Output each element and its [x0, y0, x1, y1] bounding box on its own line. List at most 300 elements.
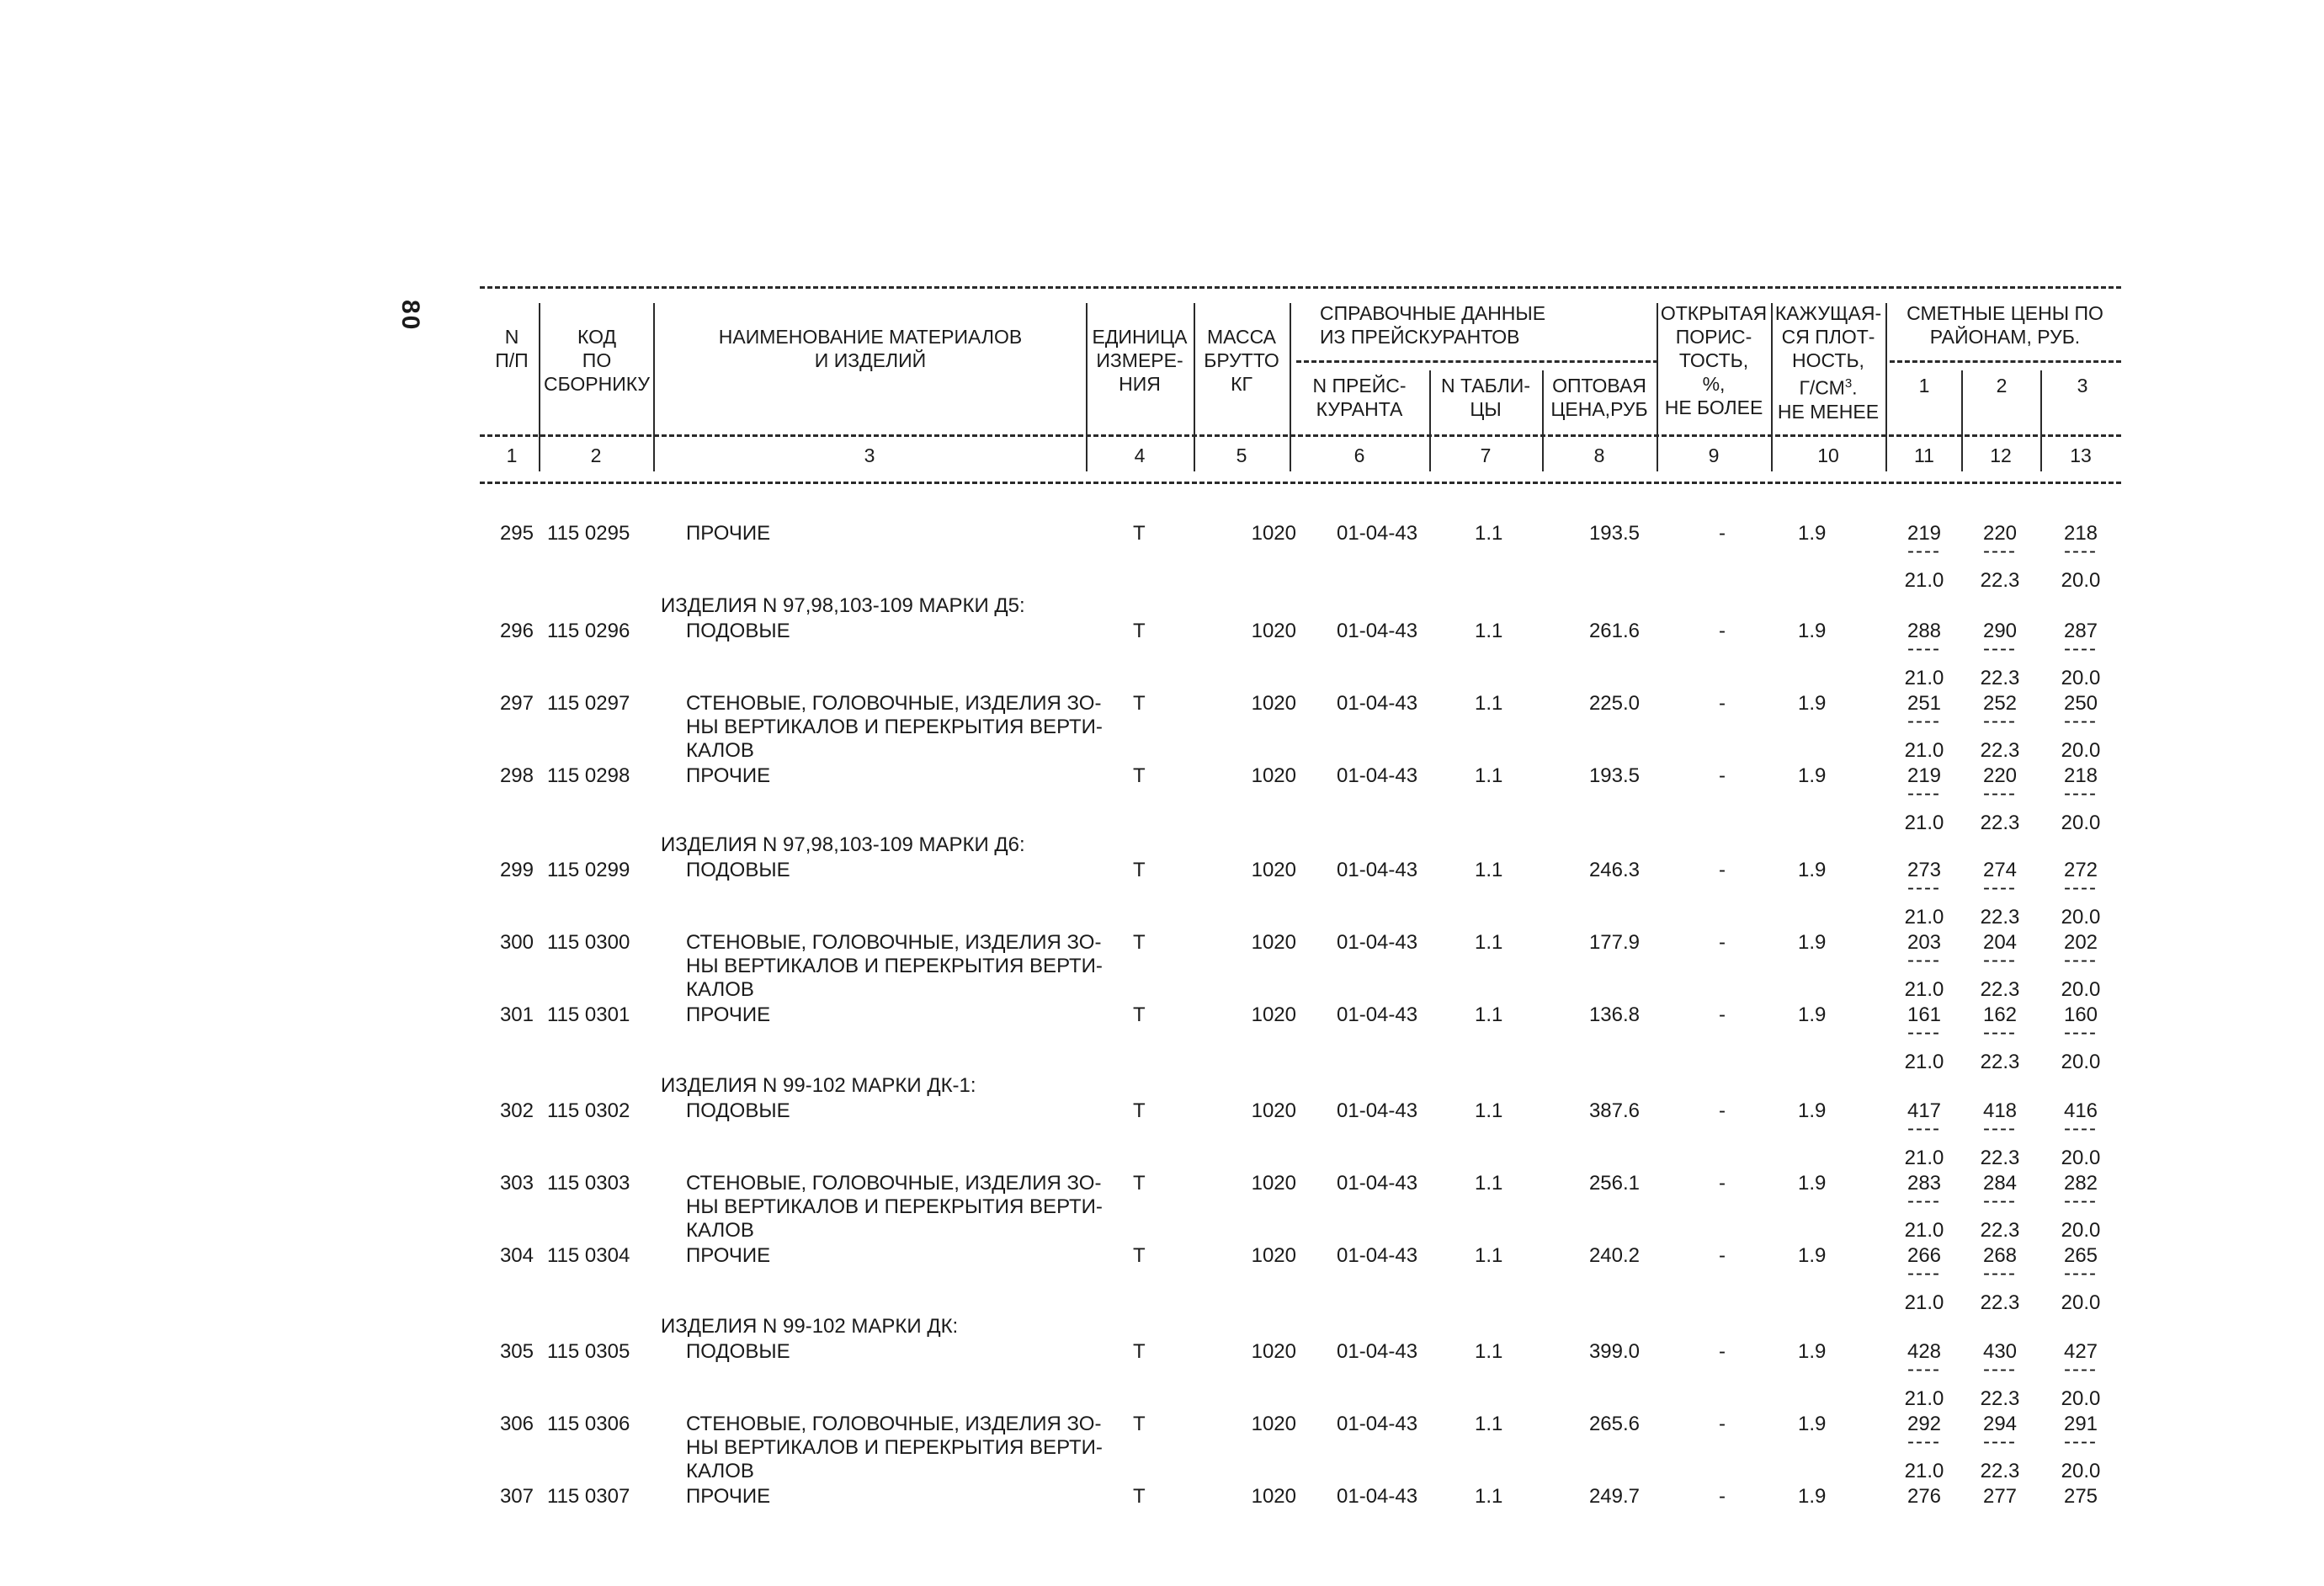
row-density: 1.9 — [1798, 692, 1827, 715]
price-value: 268 — [1982, 1244, 2018, 1267]
row-price-list: 01-04-43 — [1337, 931, 1418, 954]
column-number: 5 — [1236, 444, 1247, 466]
price-value: 275 — [2063, 1485, 2098, 1508]
estimated-price — [1894, 1485, 1954, 1509]
row-wholesale: 387.6 — [1588, 1099, 1640, 1122]
price-value: 430 — [1982, 1340, 2018, 1363]
coefficient-value: 21.0 — [1904, 1387, 1944, 1410]
row-number: 295 — [499, 522, 534, 545]
fraction-bar: ---- — [2064, 1117, 2098, 1140]
fraction-bar: ---- — [1983, 1021, 2017, 1044]
estimated-price — [1970, 1244, 2030, 1315]
row-porosity: - — [1719, 620, 1726, 642]
coefficient-value: 20.0 — [2061, 1051, 2101, 1073]
column-number: 1 — [506, 444, 518, 466]
row-density: 1.9 — [1798, 1172, 1827, 1195]
coefficient-value: 21.0 — [1904, 812, 1944, 834]
price-value: 219 — [1907, 764, 1942, 787]
fraction-bar: ---- — [1907, 1262, 1941, 1285]
col-sep — [539, 303, 540, 471]
fraction-bar: ---- — [1907, 782, 1941, 805]
hdr-estimated: СМЕТНЫЕ ЦЕНЫ ПО РАЙОНАМ, РУБ. — [1907, 302, 2103, 348]
estimated-price — [1894, 1340, 1954, 1411]
row-number: 299 — [499, 859, 534, 881]
hdr-district-2: 2 — [1996, 375, 2008, 396]
price-value: 272 — [2063, 859, 2098, 881]
row-mass: 1020 — [1251, 692, 1296, 715]
estimated-price — [1970, 1003, 2030, 1074]
header-mid-rule — [480, 434, 2121, 437]
column-number: 9 — [1708, 444, 1720, 466]
fraction-bar: ---- — [1983, 540, 2017, 562]
row-density: 1.9 — [1798, 1003, 1827, 1026]
estimated-price — [2050, 1172, 2111, 1243]
column-number: 2 — [590, 444, 602, 466]
coefficient-value: 22.3 — [1980, 667, 2020, 689]
row-unit: Т — [1133, 692, 1146, 715]
group-heading: ИЗДЕЛИЯ N 97,98,103-109 МАРКИ Д6: — [661, 833, 1025, 856]
hdr-name: НАИМЕНОВАНИЕ МАТЕРИАЛОВ И ИЗДЕЛИЙ — [718, 326, 1023, 371]
estimated-price — [1970, 859, 2030, 929]
row-porosity: - — [1719, 1099, 1726, 1122]
coefficient-value: 22.3 — [1980, 1051, 2020, 1073]
estimated-price — [2050, 620, 2111, 690]
row-name: КАЛОВ — [686, 978, 754, 1001]
row-porosity: - — [1719, 692, 1726, 715]
fraction-bar: ---- — [2064, 876, 2098, 899]
coefficient-value: 21.0 — [1904, 1219, 1944, 1242]
coefficient-value: 20.0 — [2061, 569, 2101, 592]
row-porosity: - — [1719, 859, 1726, 881]
row-mass: 1020 — [1251, 931, 1296, 954]
row-density: 1.9 — [1798, 1244, 1827, 1267]
coefficient-value: 21.0 — [1904, 906, 1944, 929]
price-value: 251 — [1907, 692, 1942, 715]
estimated-price — [2050, 522, 2111, 593]
row-code: 115 0302 — [547, 1099, 630, 1122]
fraction-bar: ---- — [1907, 540, 1941, 562]
row-density: 1.9 — [1798, 931, 1827, 954]
row-porosity: - — [1719, 1413, 1726, 1435]
price-value: 160 — [2063, 1003, 2098, 1026]
row-name: ПРОЧИЕ — [686, 764, 771, 787]
row-price-list: 01-04-43 — [1337, 1340, 1418, 1363]
price-value: 202 — [2063, 931, 2098, 954]
coefficient-value: 22.3 — [1980, 1460, 2020, 1482]
fraction-bar: ---- — [1983, 710, 2017, 732]
row-number: 306 — [499, 1413, 534, 1435]
fraction-bar: ---- — [1983, 949, 2017, 971]
hdr-npp: N П/П — [495, 326, 529, 371]
row-name: ПОДОВЫЕ — [686, 1099, 790, 1122]
fraction-bar: ---- — [2064, 710, 2098, 732]
row-table: 1.1 — [1475, 1340, 1503, 1363]
row-name: СТЕНОВЫЕ, ГОЛОВОЧНЫЕ, ИЗДЕЛИЯ ЗО- — [686, 1413, 1102, 1435]
estimated-price — [1894, 1244, 1954, 1315]
row-code: 115 0307 — [547, 1485, 630, 1508]
fraction-bar: ---- — [1983, 1358, 2017, 1381]
coefficient-value: 22.3 — [1980, 978, 2020, 1001]
row-name: НЫ ВЕРТИКАЛОВ И ПЕРЕКРЫТИЯ ВЕРТИ- — [686, 716, 1103, 738]
price-value: 220 — [1982, 764, 2018, 787]
row-unit: Т — [1133, 1172, 1146, 1195]
row-price-list: 01-04-43 — [1337, 1485, 1418, 1508]
hdr-code: КОД ПО СБОРНИКУ — [543, 326, 651, 395]
fraction-bar: ---- — [1907, 710, 1941, 732]
fraction-bar: ---- — [1907, 1190, 1941, 1212]
hdr-table-no: N ТАБЛИ- ЦЫ — [1440, 375, 1530, 420]
group-heading: ИЗДЕЛИЯ N 99-102 МАРКИ ДК: — [661, 1315, 959, 1338]
row-porosity: - — [1719, 931, 1726, 954]
row-density: 1.9 — [1798, 859, 1827, 881]
column-number: 7 — [1480, 444, 1492, 466]
price-value: 219 — [1907, 522, 1942, 545]
price-value: 203 — [1907, 931, 1942, 954]
column-number: 12 — [1990, 444, 2012, 466]
row-price-list: 01-04-43 — [1337, 620, 1418, 642]
fraction-bar: ---- — [1983, 1190, 2017, 1212]
fraction-bar: ---- — [1907, 637, 1941, 660]
fraction-bar: ---- — [1907, 1358, 1941, 1381]
estimated-price — [1894, 1172, 1954, 1243]
coefficient-value: 20.0 — [2061, 1291, 2101, 1314]
column-number: 8 — [1593, 444, 1605, 466]
row-name: ПОДОВЫЕ — [686, 620, 790, 642]
coefficient-value: 21.0 — [1904, 569, 1944, 592]
hdr-district-1: 1 — [1918, 375, 1930, 396]
fraction-bar: ---- — [2064, 949, 2098, 971]
coefficient-value: 22.3 — [1980, 1219, 2020, 1242]
estimated-price — [1970, 1413, 2030, 1483]
fraction-bar: ---- — [1907, 876, 1941, 899]
row-number: 304 — [499, 1244, 534, 1267]
row-table: 1.1 — [1475, 1099, 1503, 1122]
fraction-bar: ---- — [2064, 540, 2098, 562]
coefficient-value: 20.0 — [2061, 1387, 2101, 1410]
row-table: 1.1 — [1475, 1003, 1503, 1026]
row-code: 115 0298 — [547, 764, 630, 787]
row-name: КАЛОВ — [686, 1219, 754, 1242]
price-value: 204 — [1982, 931, 2018, 954]
row-wholesale: 193.5 — [1588, 522, 1640, 545]
row-mass: 1020 — [1251, 1413, 1296, 1435]
row-name: ПРОЧИЕ — [686, 1244, 771, 1267]
row-table: 1.1 — [1475, 620, 1503, 642]
row-name: НЫ ВЕРТИКАЛОВ И ПЕРЕКРЫТИЯ ВЕРТИ- — [686, 1436, 1103, 1459]
row-code: 115 0303 — [547, 1172, 630, 1195]
fraction-bar: ---- — [2064, 637, 2098, 660]
hdr-ref: СПРАВОЧНЫЕ ДАННЫЕ ИЗ ПРЕЙСКУРАНТОВ — [1320, 302, 1546, 348]
estimated-price — [1970, 522, 2030, 593]
fraction-bar: ---- — [1907, 1117, 1941, 1140]
row-price-list: 01-04-43 — [1337, 1244, 1418, 1267]
estimated-price — [1970, 1172, 2030, 1243]
fraction-bar: ---- — [2064, 1190, 2098, 1212]
fraction-bar: ---- — [2064, 1262, 2098, 1285]
row-unit: Т — [1133, 1340, 1146, 1363]
price-value: 266 — [1907, 1244, 1942, 1267]
price-value: 276 — [1907, 1485, 1942, 1508]
row-porosity: - — [1719, 522, 1726, 545]
row-name: НЫ ВЕРТИКАЛОВ И ПЕРЕКРЫТИЯ ВЕРТИ- — [686, 955, 1103, 977]
estimated-price — [2050, 1003, 2111, 1074]
row-porosity: - — [1719, 764, 1726, 787]
hdr-district-3: 3 — [2077, 375, 2088, 396]
price-value: 274 — [1982, 859, 2018, 881]
estimated-price — [2050, 859, 2111, 929]
price-value: 287 — [2063, 620, 2098, 642]
estimated-price — [2050, 692, 2111, 763]
row-price-list: 01-04-43 — [1337, 859, 1418, 881]
coefficient-value: 21.0 — [1904, 1051, 1944, 1073]
fraction-bar: ---- — [2064, 1358, 2098, 1381]
row-number: 302 — [499, 1099, 534, 1122]
coefficient-value: 21.0 — [1904, 739, 1944, 762]
fraction-bar: ---- — [1983, 1262, 2017, 1285]
row-mass: 1020 — [1251, 859, 1296, 881]
row-table: 1.1 — [1475, 1485, 1503, 1508]
row-unit: Т — [1133, 620, 1146, 642]
coefficient-value: 20.0 — [2061, 667, 2101, 689]
row-wholesale: 246.3 — [1588, 859, 1640, 881]
ref-sub-rule — [1296, 360, 1658, 363]
row-name: ПОДОВЫЕ — [686, 859, 790, 881]
row-unit: Т — [1133, 1003, 1146, 1026]
group-heading: ИЗДЕЛИЯ N 97,98,103-109 МАРКИ Д5: — [661, 594, 1025, 617]
fraction-bar: ---- — [1907, 1021, 1941, 1044]
row-wholesale: 225.0 — [1588, 692, 1640, 715]
coefficient-value: 21.0 — [1904, 1460, 1944, 1482]
row-name: СТЕНОВЫЕ, ГОЛОВОЧНЫЕ, ИЗДЕЛИЯ ЗО- — [686, 692, 1102, 715]
estimated-price — [1894, 522, 1954, 593]
row-mass: 1020 — [1251, 1244, 1296, 1267]
estimated-price — [2050, 1244, 2111, 1315]
fraction-bar: ---- — [2064, 1430, 2098, 1453]
price-value: 283 — [1907, 1172, 1942, 1195]
column-number: 10 — [1817, 444, 1839, 466]
fraction-bar: ---- — [1983, 1430, 2017, 1453]
price-value: 418 — [1982, 1099, 2018, 1122]
row-price-list: 01-04-43 — [1337, 692, 1418, 715]
row-mass: 1020 — [1251, 1172, 1296, 1195]
row-name: КАЛОВ — [686, 739, 754, 762]
hdr-pricelist-no: N ПРЕЙС- КУРАНТА — [1312, 375, 1407, 420]
estimated-price — [1970, 931, 2030, 1002]
row-density: 1.9 — [1798, 764, 1827, 787]
fraction-bar: ---- — [1907, 949, 1941, 971]
row-number: 300 — [499, 931, 534, 954]
row-table: 1.1 — [1475, 692, 1503, 715]
estimated-price — [2050, 1485, 2111, 1509]
col-sep — [2040, 370, 2042, 471]
estimated-price — [1894, 692, 1954, 763]
row-porosity: - — [1719, 1485, 1726, 1508]
column-number: 11 — [1914, 444, 1934, 466]
row-unit: Т — [1133, 1485, 1146, 1508]
estimated-price — [2050, 1340, 2111, 1411]
row-number: 307 — [499, 1485, 534, 1508]
estimated-price — [1970, 1485, 2030, 1509]
district-sub-rule — [1890, 360, 2121, 363]
row-name: ПРОЧИЕ — [686, 522, 771, 545]
row-wholesale: 261.6 — [1588, 620, 1640, 642]
price-value: 277 — [1982, 1485, 2018, 1508]
coefficient-value: 22.3 — [1980, 1291, 2020, 1314]
estimated-price — [1970, 1099, 2030, 1170]
row-density: 1.9 — [1798, 1413, 1827, 1435]
coefficient-value: 20.0 — [2061, 739, 2101, 762]
price-value: 252 — [1982, 692, 2018, 715]
price-value: 290 — [1982, 620, 2018, 642]
price-value: 250 — [2063, 692, 2098, 715]
row-code: 115 0306 — [547, 1413, 630, 1435]
col-sep — [1961, 370, 1963, 471]
row-density: 1.9 — [1798, 620, 1827, 642]
row-price-list: 01-04-43 — [1337, 1172, 1418, 1195]
row-code: 115 0304 — [547, 1244, 630, 1267]
row-price-list: 01-04-43 — [1337, 1003, 1418, 1026]
hdr-mass: МАССА БРУТТО КГ — [1204, 326, 1279, 395]
estimated-price — [1894, 1003, 1954, 1074]
coefficient-value: 21.0 — [1904, 1147, 1944, 1169]
row-price-list: 01-04-43 — [1337, 764, 1418, 787]
row-wholesale: 177.9 — [1588, 931, 1640, 954]
row-price-list: 01-04-43 — [1337, 1099, 1418, 1122]
fraction-bar: ---- — [1983, 637, 2017, 660]
price-value: 288 — [1907, 620, 1942, 642]
row-mass: 1020 — [1251, 1099, 1296, 1122]
price-value: 427 — [2063, 1340, 2098, 1363]
coefficient-value: 21.0 — [1904, 667, 1944, 689]
fraction-bar: ---- — [1983, 782, 2017, 805]
row-table: 1.1 — [1475, 522, 1503, 545]
row-code: 115 0297 — [547, 692, 630, 715]
column-number: 13 — [2070, 444, 2092, 466]
price-value: 292 — [1907, 1413, 1942, 1435]
estimated-price — [2050, 931, 2111, 1002]
column-number: 6 — [1353, 444, 1365, 466]
price-value: 218 — [2063, 764, 2098, 787]
row-wholesale: 136.8 — [1588, 1003, 1640, 1026]
price-value: 291 — [2063, 1413, 2098, 1435]
row-number: 297 — [499, 692, 534, 715]
hdr-porosity: ОТКРЫТАЯ ПОРИС- ТОСТЬ, %, НЕ БОЛЕЕ — [1660, 302, 1768, 418]
row-unit: Т — [1133, 1099, 1146, 1122]
row-wholesale: 265.6 — [1588, 1413, 1640, 1435]
estimated-price — [2050, 764, 2111, 835]
row-density: 1.9 — [1798, 1099, 1827, 1122]
estimated-price — [1970, 1340, 2030, 1411]
row-unit: Т — [1133, 859, 1146, 881]
estimated-price — [1894, 931, 1954, 1002]
column-number: 3 — [864, 444, 875, 466]
row-unit: Т — [1133, 764, 1146, 787]
price-value: 416 — [2063, 1099, 2098, 1122]
estimated-price — [1894, 764, 1954, 835]
estimated-price — [2050, 1099, 2111, 1170]
row-unit: Т — [1133, 522, 1146, 545]
group-heading: ИЗДЕЛИЯ N 99-102 МАРКИ ДК-1: — [661, 1074, 976, 1097]
row-unit: Т — [1133, 931, 1146, 954]
coefficient-value: 20.0 — [2061, 978, 2101, 1001]
row-number: 296 — [499, 620, 534, 642]
row-table: 1.1 — [1475, 859, 1503, 881]
column-number: 4 — [1134, 444, 1146, 466]
row-name: ПРОЧИЕ — [686, 1485, 771, 1508]
coefficient-value: 22.3 — [1980, 1147, 2020, 1169]
coefficient-value: 20.0 — [2061, 1147, 2101, 1169]
col-sep — [1885, 303, 1887, 471]
row-porosity: - — [1719, 1244, 1726, 1267]
fraction-bar: ---- — [2064, 782, 2098, 805]
row-mass: 1020 — [1251, 1340, 1296, 1363]
row-number: 303 — [499, 1172, 534, 1195]
row-code: 115 0295 — [547, 522, 630, 545]
row-wholesale: 249.7 — [1588, 1485, 1640, 1508]
header-top-rule — [480, 286, 2121, 289]
row-table: 1.1 — [1475, 1244, 1503, 1267]
row-number: 305 — [499, 1340, 534, 1363]
row-porosity: - — [1719, 1172, 1726, 1195]
fraction-bar: ---- — [2064, 1021, 2098, 1044]
coefficient-value: 22.3 — [1980, 1387, 2020, 1410]
row-wholesale: 256.1 — [1588, 1172, 1640, 1195]
row-unit: Т — [1133, 1413, 1146, 1435]
estimated-price — [1894, 859, 1954, 929]
row-wholesale: 399.0 — [1588, 1340, 1640, 1363]
estimated-price — [1970, 692, 2030, 763]
row-table: 1.1 — [1475, 931, 1503, 954]
row-number: 298 — [499, 764, 534, 787]
hdr-density: КАЖУЩАЯ- СЯ ПЛОТ- НОСТЬ, $Г/СМ^3$. НЕ МЕНЕЕ — [1774, 302, 1882, 423]
row-density: 1.9 — [1798, 1340, 1827, 1363]
fraction-bar: ---- — [1983, 1117, 2017, 1140]
coefficient-value: 21.0 — [1904, 1291, 1944, 1314]
coefficient-value: 20.0 — [2061, 1460, 2101, 1482]
row-mass: 1020 — [1251, 1003, 1296, 1026]
coefficient-value: 22.3 — [1980, 739, 2020, 762]
row-name: ПОДОВЫЕ — [686, 1340, 790, 1363]
page-number: 80 — [396, 300, 424, 332]
row-name: НЫ ВЕРТИКАЛОВ И ПЕРЕКРЫТИЯ ВЕРТИ- — [686, 1195, 1103, 1218]
row-mass: 1020 — [1251, 620, 1296, 642]
row-mass: 1020 — [1251, 764, 1296, 787]
row-name: СТЕНОВЫЕ, ГОЛОВОЧНЫЕ, ИЗДЕЛИЯ ЗО- — [686, 931, 1102, 954]
row-wholesale: 240.2 — [1588, 1244, 1640, 1267]
row-mass: 1020 — [1251, 522, 1296, 545]
row-code: 115 0296 — [547, 620, 630, 642]
row-porosity: - — [1719, 1340, 1726, 1363]
price-value: 428 — [1907, 1340, 1942, 1363]
coefficient-value: 22.3 — [1980, 906, 2020, 929]
row-name: ПРОЧИЕ — [686, 1003, 771, 1026]
row-table: 1.1 — [1475, 1172, 1503, 1195]
coefficient-value: 20.0 — [2061, 812, 2101, 834]
price-value: 273 — [1907, 859, 1942, 881]
price-value: 265 — [2063, 1244, 2098, 1267]
estimated-price — [1970, 764, 2030, 835]
row-code: 115 0299 — [547, 859, 630, 881]
coefficient-value: 21.0 — [1904, 978, 1944, 1001]
estimated-price — [1970, 620, 2030, 690]
row-name: СТЕНОВЫЕ, ГОЛОВОЧНЫЕ, ИЗДЕЛИЯ ЗО- — [686, 1172, 1102, 1195]
price-value: 220 — [1982, 522, 2018, 545]
estimated-price — [1894, 1413, 1954, 1483]
hdr-wholesale: ОПТОВАЯ ЦЕНА,РУБ — [1550, 375, 1648, 420]
row-density: 1.9 — [1798, 522, 1827, 545]
price-value: 417 — [1907, 1099, 1942, 1122]
coefficient-value: 22.3 — [1980, 569, 2020, 592]
